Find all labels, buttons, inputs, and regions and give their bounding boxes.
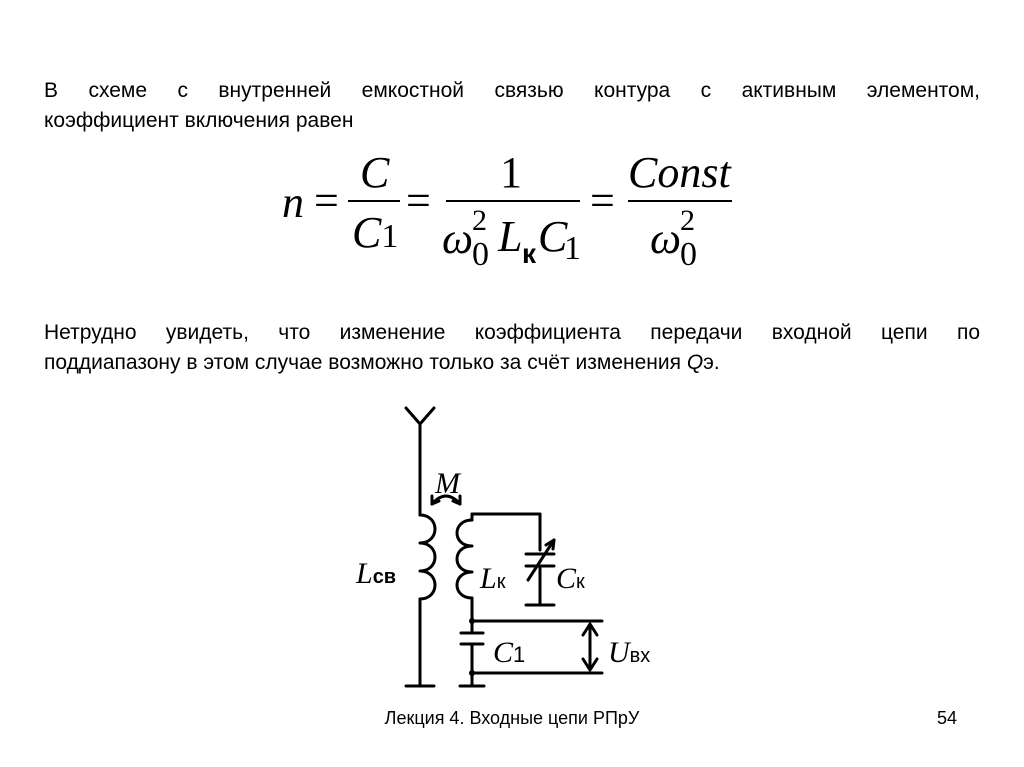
formula-omega-2-sub: 0 xyxy=(680,236,697,273)
fraction-bar-3 xyxy=(628,200,732,202)
footer-title: Лекция 4. Входные цепи РПрУ xyxy=(384,708,640,728)
label-lk: Lк xyxy=(480,562,506,595)
formula-denominator-c1: C1 xyxy=(352,208,399,257)
label-lsv: Lсв xyxy=(356,557,397,590)
paragraph-conclusion xyxy=(44,318,980,378)
formula-equals-1: = xyxy=(314,176,339,225)
formula-equals-2: = xyxy=(406,176,431,225)
label-m: M xyxy=(435,467,460,500)
page-number: 54 xyxy=(937,708,958,728)
paragraph-intro-line-1: В схеме с внутренней емкостной связью контура с активным элементом, xyxy=(44,79,980,102)
label-ck: Cк xyxy=(556,562,585,595)
formula-c-sub: 1 xyxy=(564,230,581,267)
antenna-icon xyxy=(406,408,434,424)
formula-equals-3: = xyxy=(590,176,615,225)
junction-bottom xyxy=(469,670,475,676)
formula-omega: ω xyxy=(442,214,474,263)
formula-numerator-c: C xyxy=(360,148,390,197)
formula-omega-2-sup: 2 xyxy=(680,204,695,237)
coil-lk xyxy=(457,520,472,598)
formula-omega-sub: 0 xyxy=(472,236,489,273)
q-symbol: Q xyxy=(686,351,704,374)
formula-omega-2: ω xyxy=(650,214,682,263)
label-uvx: Uвх xyxy=(608,636,651,669)
circuit-diagram xyxy=(340,400,680,700)
coil-lsv xyxy=(420,515,435,599)
formula-numerator-one: 1 xyxy=(500,148,522,197)
paragraph-conclusion-line-2: поддиапазону в этом случае возможно только за счёт изменения Qэ. xyxy=(44,351,720,374)
formula-const: Const xyxy=(628,148,731,197)
formula-n: n xyxy=(282,178,304,227)
paragraph-intro xyxy=(44,76,980,136)
junction-top xyxy=(469,618,475,624)
formula-omega-sup: 2 xyxy=(472,204,487,237)
label-c1: C1 xyxy=(493,636,526,669)
formula-l-sub: к xyxy=(522,238,537,269)
fraction-bar-2 xyxy=(446,200,580,202)
fraction-bar-1 xyxy=(348,200,400,202)
paragraph-conclusion-line-1: Нетрудно увидеть, что изменение коэффициента передачи входной цепи по xyxy=(44,321,980,344)
formula-l: L xyxy=(498,212,523,261)
paragraph-intro-line-2: коэффициент включения равен xyxy=(44,109,354,132)
coupling-coefficient-formula xyxy=(272,148,752,278)
formula-c: C xyxy=(538,212,568,261)
